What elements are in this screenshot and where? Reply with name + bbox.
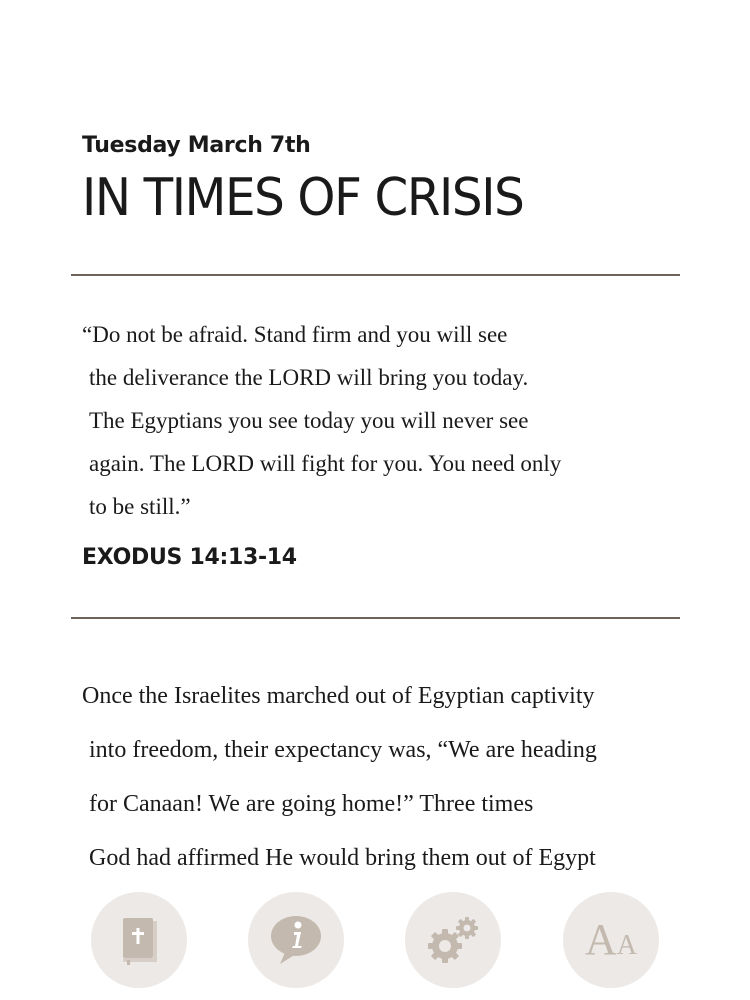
verse-line: again. The LORD will fight for you. You need only [89, 451, 562, 476]
text-size-button[interactable] [563, 892, 659, 988]
verse-line: “Do not be afraid. Stand firm and you will see [82, 322, 508, 347]
devotional-date: Tuesday March 7th [82, 133, 311, 158]
devotional-title: IN TIMES OF CRISIS [82, 168, 524, 228]
text-size-small-letter: A [616, 930, 637, 961]
top-divider [71, 274, 680, 276]
bible-icon [117, 915, 161, 965]
bible-button[interactable] [91, 892, 187, 988]
body-line: God had affirmed He would bring them out of Egypt [89, 845, 596, 871]
verse-line: the deliverance the LORD will bring you today. [89, 365, 529, 390]
settings-button[interactable] [405, 892, 501, 988]
gears-icon [423, 912, 483, 968]
body-line: for Canaan! We are going home!” Three times [89, 791, 534, 817]
text-size-icon [584, 915, 637, 964]
body-line: into freedom, their expectancy was, “We are heading [89, 737, 597, 763]
verse-line: The Egyptians you see today you will never see [89, 408, 529, 433]
verse-reference: EXODUS 14:13-14 [82, 545, 297, 570]
text-size-large-letter: A [584, 915, 617, 964]
bottom-divider [71, 617, 680, 619]
verse-line: to be still.” [89, 494, 191, 519]
info-icon [268, 914, 324, 966]
body-line: Once the Israelites marched out of Egyptian captivity [82, 683, 595, 709]
info-button[interactable] [248, 892, 344, 988]
